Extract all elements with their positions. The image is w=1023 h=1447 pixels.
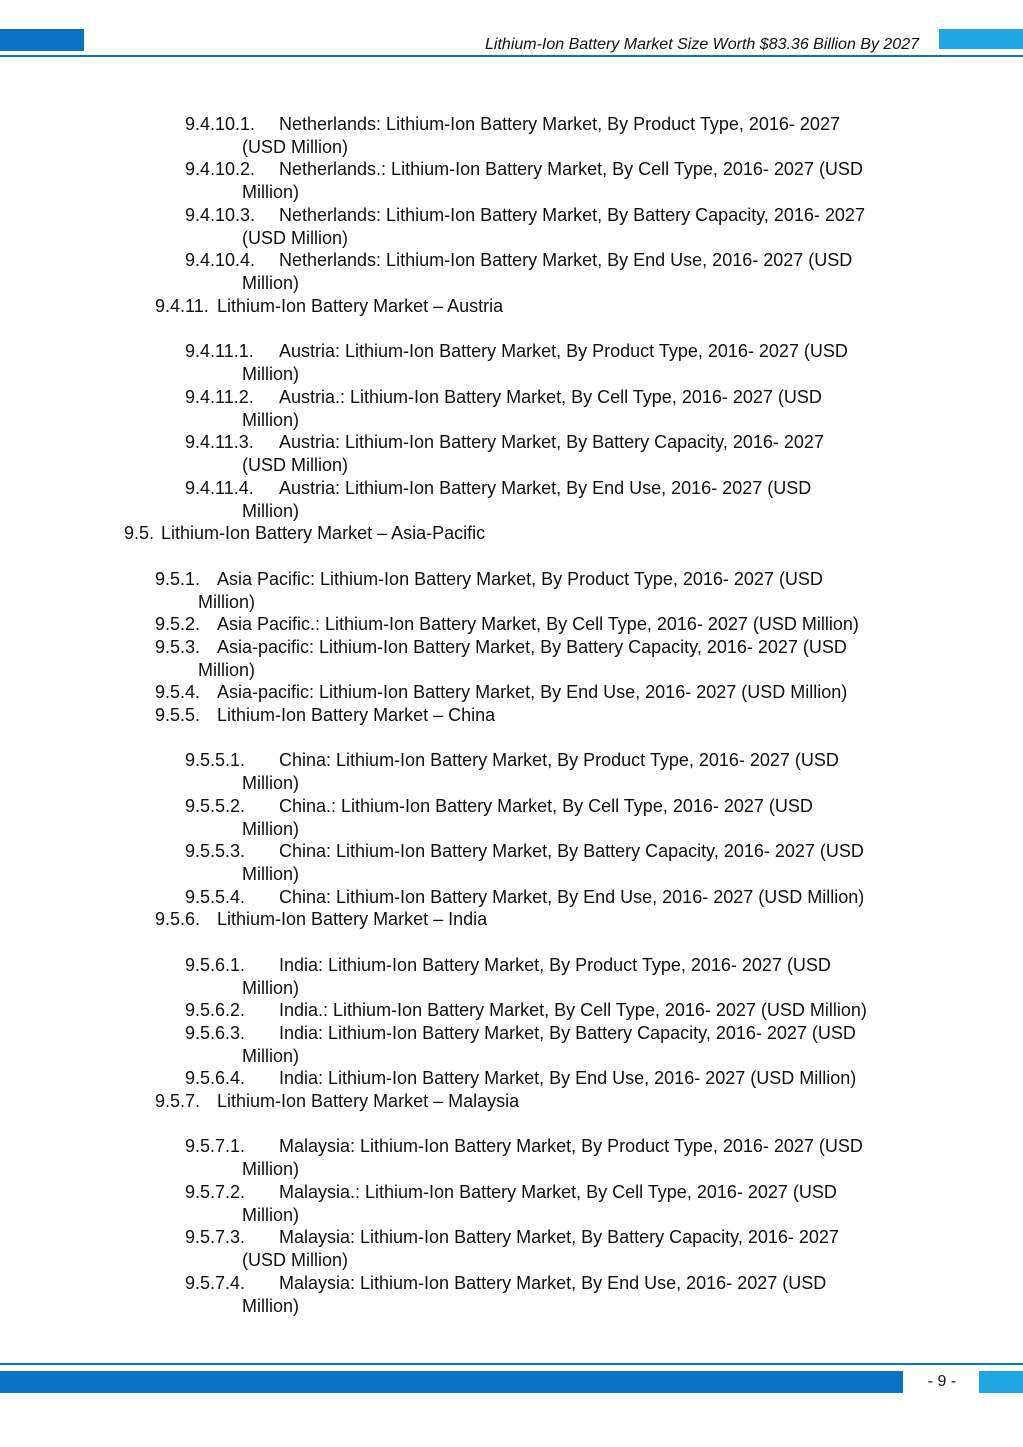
toc-entry-title-cont: Million) — [242, 818, 300, 839]
toc-entry-number: 9.5.2. — [155, 614, 201, 634]
toc-entry-title: Lithium-Ion Battery Market – Austria — [217, 296, 504, 316]
header-title: Lithium-Ion Battery Market Size Worth $83.36 Billion By 2027 — [485, 36, 919, 53]
toc-entry-number: 9.4.11.4. — [185, 478, 254, 498]
toc-entry[interactable] — [185, 477, 811, 522]
toc-entry[interactable] — [185, 954, 831, 999]
toc-entry-title: Asia-pacific: Lithium-Ion Battery Market, By End Use, 2016- 2027 (USD Million) — [217, 682, 848, 702]
toc-entry-number: 9.5.5.3. — [185, 841, 246, 861]
toc-entry-title: Lithium-Ion Battery Market – Asia-Pacific — [161, 523, 486, 543]
toc-entry-title-cont: Million) — [242, 977, 300, 998]
toc-entry-title: Asia-pacific: Lithium-Ion Battery Market, By Battery Capacity, 2016- 2027 (USD — [217, 637, 847, 657]
toc-entry-title-cont: (USD Million) — [242, 227, 349, 248]
toc-entry-number: 9.5.6.1. — [185, 955, 246, 975]
toc-entry[interactable] — [185, 840, 864, 885]
page-number: - 9 - — [927, 1373, 957, 1390]
toc-entry[interactable] — [185, 795, 813, 840]
toc-entry[interactable] — [155, 613, 859, 636]
toc-entry-title-cont: (USD Million) — [242, 136, 349, 157]
toc-entry-number: 9.4.11.3. — [185, 432, 254, 452]
toc-entry-title: Austria: Lithium-Ion Battery Market, By End Use, 2016- 2027 (USD — [279, 478, 812, 498]
toc-entry-title-cont: Million) — [242, 409, 300, 430]
toc-entry-title: Netherlands: Lithium-Ion Battery Market, By Product Type, 2016- 2027 — [279, 114, 840, 134]
header-rule — [0, 55, 1023, 57]
toc-entry-title: China: Lithium-Ion Battery Market, By Battery Capacity, 2016- 2027 (USD — [279, 841, 864, 861]
toc-section-heading[interactable] — [155, 1090, 519, 1113]
toc-entry-number: 9.4.11.2. — [185, 387, 254, 407]
toc-entry[interactable] — [185, 204, 865, 249]
toc-entry[interactable] — [185, 249, 852, 294]
toc-entry-title: Malaysia: Lithium-Ion Battery Market, By Battery Capacity, 2016- 2027 — [279, 1227, 839, 1247]
toc-entry-title: Austria: Lithium-Ion Battery Market, By Product Type, 2016- 2027 (USD — [279, 341, 848, 361]
toc-entry-title: Netherlands.: Lithium-Ion Battery Market, By Cell Type, 2016- 2027 (USD — [279, 159, 863, 179]
toc-entry-title: Netherlands: Lithium-Ion Battery Market, By Battery Capacity, 2016- 2027 — [279, 205, 865, 225]
footer-accent-block-right — [979, 1371, 1023, 1393]
toc-entry-number: 9.4.10.2. — [185, 159, 256, 179]
toc-entry-number: 9.5.7.3. — [185, 1227, 246, 1247]
footer-rule — [0, 1363, 1023, 1365]
toc-entry[interactable] — [185, 749, 839, 794]
toc-entry-number: 9.5.4. — [155, 682, 201, 702]
toc-entry[interactable] — [155, 681, 847, 704]
toc-entry-title: India.: Lithium-Ion Battery Market, By Cell Type, 2016- 2027 (USD Million) — [279, 1000, 867, 1020]
toc-entry-number: 9.5.6.2. — [185, 1000, 246, 1020]
toc-entry-title-cont: Million) — [198, 591, 256, 612]
toc-entry-title-cont: Million) — [242, 1295, 300, 1316]
toc-entry-number: 9.5.5. — [155, 705, 201, 725]
toc-entry[interactable] — [185, 1022, 856, 1067]
toc-section-heading[interactable] — [155, 295, 503, 318]
toc-entry-number: 9.5.7.1. — [185, 1136, 246, 1156]
toc-section-heading[interactable] — [155, 704, 495, 727]
toc-entry-title: Lithium-Ion Battery Market – Malaysia — [217, 1091, 520, 1111]
toc-entry[interactable] — [185, 158, 863, 203]
toc-entry[interactable] — [185, 386, 822, 431]
toc-entry-title-cont: Million) — [242, 863, 300, 884]
toc-entry-number: 9.5.5.1. — [185, 750, 246, 770]
toc-entry-number: 9.4.10.3. — [185, 205, 256, 225]
toc-entry-number: 9.5.5.2. — [185, 796, 246, 816]
toc-entry-title-cont: Million) — [242, 500, 300, 521]
toc-entry-title: Netherlands: Lithium-Ion Battery Market, By End Use, 2016- 2027 (USD — [279, 250, 853, 270]
toc-entry[interactable] — [185, 1272, 826, 1317]
toc-entry-title-cont: Million) — [242, 1204, 300, 1225]
toc-entry-title-cont: Million) — [242, 363, 300, 384]
toc-entry[interactable] — [185, 1181, 837, 1226]
toc-entry-number: 9.5.6.3. — [185, 1023, 246, 1043]
toc-entry-number: 9.5.5.4. — [185, 887, 246, 907]
toc-entry-title: China: Lithium-Ion Battery Market, By End Use, 2016- 2027 (USD Million) — [279, 887, 865, 907]
toc-chapter-heading[interactable] — [124, 522, 485, 545]
toc-entry-title-cont: (USD Million) — [242, 454, 349, 475]
toc-entry-title-cont: (USD Million) — [242, 1249, 349, 1270]
toc-entry-title: Asia Pacific: Lithium-Ion Battery Market, By Product Type, 2016- 2027 (USD — [217, 569, 823, 589]
toc-entry-number: 9.5.7.2. — [185, 1182, 246, 1202]
toc-entry-title: Lithium-Ion Battery Market – China — [217, 705, 496, 725]
toc-entry-title: Malaysia.: Lithium-Ion Battery Market, By Cell Type, 2016- 2027 (USD — [279, 1182, 837, 1202]
toc-entry-title-cont: Million) — [242, 181, 300, 202]
toc-entry-title: China.: Lithium-Ion Battery Market, By Cell Type, 2016- 2027 (USD — [279, 796, 813, 816]
toc-entry[interactable] — [185, 1067, 856, 1090]
toc-entry-number: 9.5.3. — [155, 637, 201, 657]
toc-entry[interactable] — [185, 113, 840, 158]
toc-entry-title: India: Lithium-Ion Battery Market, By End Use, 2016- 2027 (USD Million) — [279, 1068, 857, 1088]
toc-entry-title: Malaysia: Lithium-Ion Battery Market, By Product Type, 2016- 2027 (USD — [279, 1136, 863, 1156]
toc-entry[interactable] — [185, 340, 848, 385]
toc-entry-title-cont: Million) — [242, 272, 300, 293]
toc-entry[interactable] — [185, 431, 824, 476]
toc-entry-number: 9.4.11. — [155, 296, 209, 316]
toc-entry-title: Malaysia: Lithium-Ion Battery Market, By End Use, 2016- 2027 (USD — [279, 1273, 827, 1293]
toc-entry-number: 9.4.10.1. — [185, 114, 256, 134]
toc-entry-title: Asia Pacific.: Lithium-Ion Battery Market, By Cell Type, 2016- 2027 (USD Million) — [217, 614, 859, 634]
toc-entry-number: 9.5.6. — [155, 909, 201, 929]
toc-entry-number: 9.4.11.1. — [185, 341, 254, 361]
toc-entry-title: China: Lithium-Ion Battery Market, By Product Type, 2016- 2027 (USD — [279, 750, 839, 770]
toc-entry[interactable] — [155, 636, 847, 681]
toc-entry-title: India: Lithium-Ion Battery Market, By Product Type, 2016- 2027 (USD — [279, 955, 831, 975]
toc-entry-number: 9.5.7. — [155, 1091, 201, 1111]
toc-entry-title: India: Lithium-Ion Battery Market, By Battery Capacity, 2016- 2027 (USD — [279, 1023, 856, 1043]
header-accent-block-right — [939, 29, 1023, 49]
toc-entry-title: Lithium-Ion Battery Market – India — [217, 909, 488, 929]
header-accent-block-left — [0, 29, 84, 51]
toc-entry-number: 9.5.7.4. — [185, 1273, 246, 1293]
footer-bar — [0, 1371, 903, 1393]
toc-entry-number: 9.5. — [124, 523, 155, 543]
toc-entry-title-cont: Million) — [242, 1158, 300, 1179]
toc-entry-number: 9.4.10.4. — [185, 250, 256, 270]
toc-entry-title-cont: Million) — [242, 772, 300, 793]
toc-section-heading[interactable] — [155, 908, 487, 931]
toc-entry[interactable] — [185, 999, 867, 1022]
toc-entry[interactable] — [155, 568, 823, 613]
toc-entry-number: 9.5.6.4. — [185, 1068, 246, 1088]
toc-entry[interactable] — [185, 1226, 839, 1271]
toc-entry[interactable] — [185, 1135, 863, 1180]
toc-entry[interactable] — [185, 886, 864, 909]
toc-entry-title-cont: Million) — [198, 659, 256, 680]
toc-entry-title-cont: Million) — [242, 1045, 300, 1066]
toc-entry-number: 9.5.1. — [155, 569, 201, 589]
toc-entry-title: Austria: Lithium-Ion Battery Market, By Battery Capacity, 2016- 2027 — [279, 432, 824, 452]
toc-entry-title: Austria.: Lithium-Ion Battery Market, By Cell Type, 2016- 2027 (USD — [279, 387, 822, 407]
